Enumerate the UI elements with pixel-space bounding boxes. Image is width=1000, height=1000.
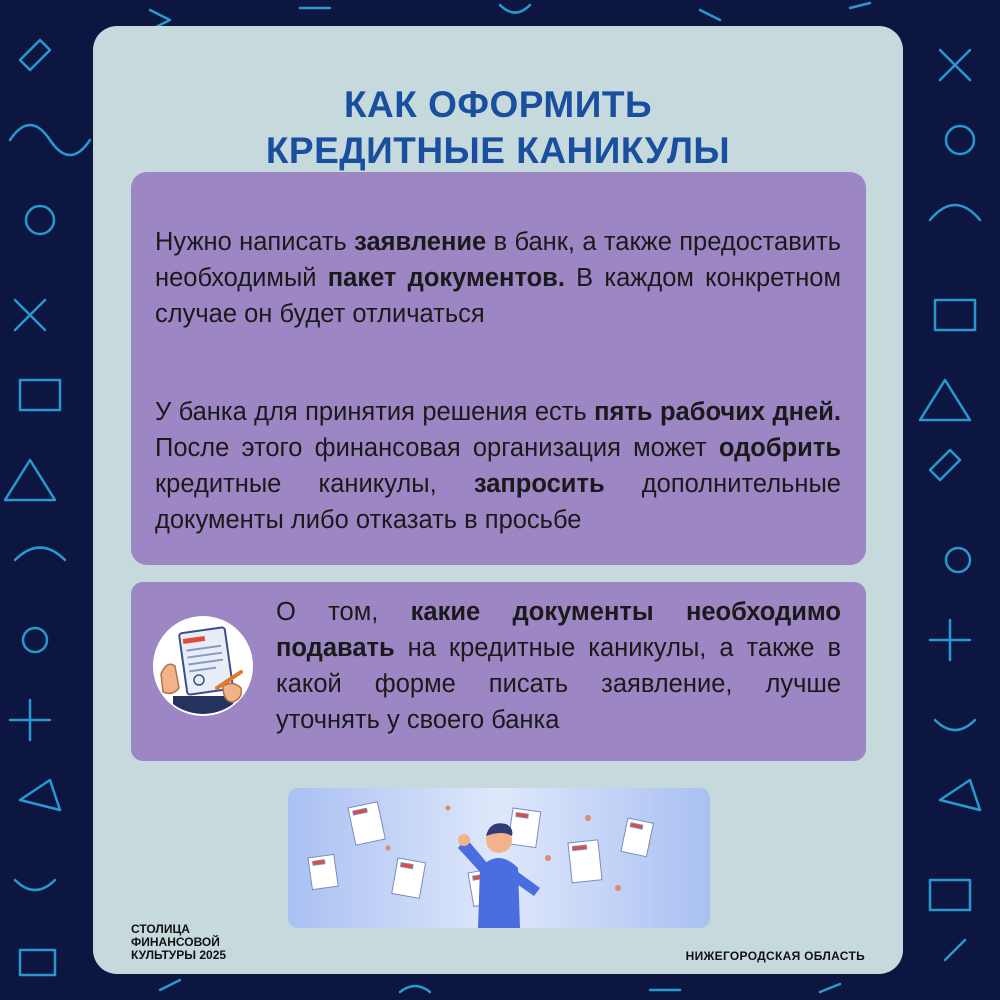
footer-line: ФИНАНСОВОЙ bbox=[131, 935, 220, 949]
bold-span: какие документы необходимо подавать bbox=[276, 598, 841, 662]
footer-line: КУЛЬТУРЫ 2025 bbox=[131, 948, 227, 962]
text-span: О том, bbox=[276, 598, 411, 626]
footer-logo-text bbox=[131, 923, 226, 962]
text-span: В каждом конкретном случае он будет отличаться bbox=[155, 264, 841, 328]
title-line-2: КРЕДИТНЫЕ КАНИКУЛЫ bbox=[265, 130, 731, 171]
text-span: У банка для принятия решения есть bbox=[155, 398, 595, 426]
text-span: дополнительные документы либо отказать в просьбе bbox=[155, 470, 841, 534]
confused-man-illustration bbox=[288, 788, 710, 928]
bold-span: одобрить bbox=[718, 434, 841, 462]
text-span: на кредитные каникулы, а также в какой форме писать заявление, лучше уточнять у своего банка bbox=[276, 634, 841, 734]
document-signing-icon bbox=[153, 616, 253, 716]
bold-span: пакет документов. bbox=[327, 264, 565, 292]
procedure-info-box bbox=[131, 172, 866, 565]
text-span: кредитные каникулы, bbox=[155, 470, 474, 498]
bold-span: запросить bbox=[473, 470, 605, 498]
bold-span: заявление bbox=[354, 228, 487, 256]
info-card bbox=[93, 26, 903, 974]
documents-tip-box bbox=[131, 582, 866, 761]
text-span: в банк, а также предоставить необходимый bbox=[155, 228, 841, 292]
bold-span: пять рабочих дней. bbox=[594, 398, 841, 426]
text-span: После этого финансовая организация может bbox=[155, 434, 719, 462]
application-paragraph bbox=[155, 224, 841, 332]
footer-region: НИЖЕГОРОДСКАЯ ОБЛАСТЬ bbox=[685, 949, 865, 963]
text-span: Нужно написать bbox=[155, 228, 355, 256]
page-title bbox=[93, 82, 903, 174]
documents-tip-text bbox=[276, 594, 841, 738]
footer-line: СТОЛИЦА bbox=[131, 922, 190, 936]
title-line-1: КАК ОФОРМИТЬ bbox=[343, 84, 653, 125]
decision-paragraph bbox=[155, 394, 841, 538]
